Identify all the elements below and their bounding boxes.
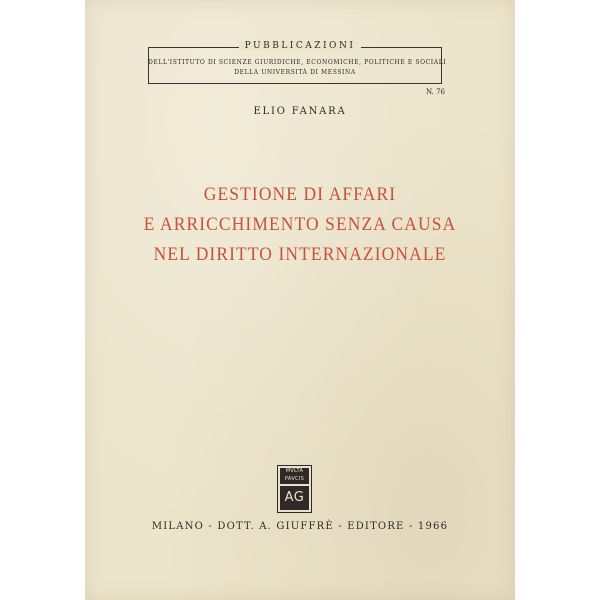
book-title-line-2: E ARRICCHIMENTO SENZA CAUSA [143,214,457,235]
author-name: ELIO FANARA [253,106,347,117]
publisher-motto [280,468,309,484]
series-title [141,41,459,51]
motto-line-2: PAVCIS [284,476,305,482]
publisher-logo [277,465,312,513]
series-institute-line: DELL'ISTITUTO DI SCIENZE GIURIDICHE, ECONOMICHE, POLITICHE E SOCIALI [148,59,447,66]
book-title-line-1: GESTIONE DI AFFARI [203,184,397,205]
book-cover [85,0,515,600]
series-number: N. 76 [425,88,445,96]
publisher-imprint: MILANO - DOTT. A. GIUFFRÈ - EDITORE - 1966 [151,521,449,532]
series-title-text: PUBBLICAZIONI [239,41,362,51]
series-university-line: DELLA UNIVERSITÀ DI MESSINA [234,69,356,76]
motto-line-1: MVLTA [285,468,304,474]
book-title-line-3: NEL DIRITTO INTERNAZIONALE [153,244,447,265]
publisher-monogram: AG [280,486,309,510]
